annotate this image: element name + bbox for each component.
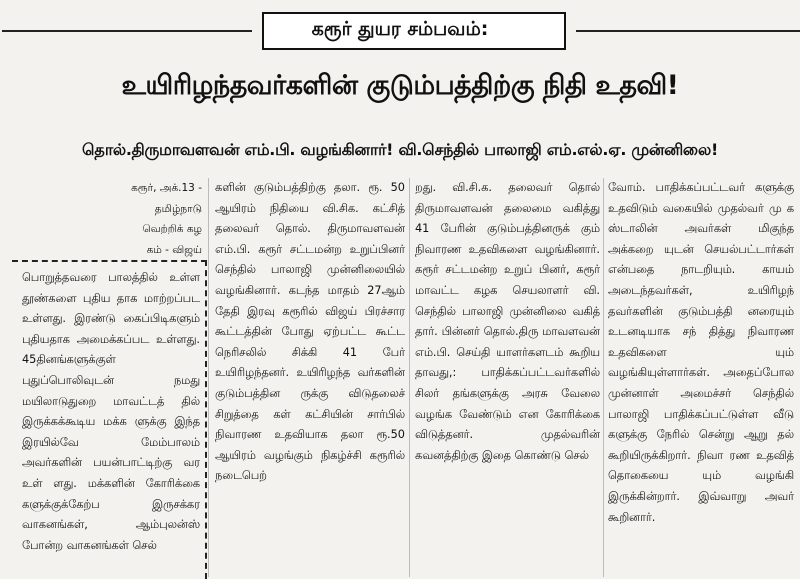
kicker-banner [0,12,800,48]
subheadline: தொல்.திருமாவளவன் எம்.பி. வழங்கினார்! வி.செந்தில் பாலாஜி எம்.எல்.ஏ. முன்னிலை! [81,140,719,159]
article-paragraph: வோம். பாதிக்கப்பட்டவர் களுக்கு உதவிடும் வகையில் முதல்வர் மு க ஸ்டாலின் அவர்கள் மிகுந்த அக்கறை யுடன் செயல்பட்டார்கள் என்பதை நாடறியும். காயம் அடைந்தவர்கள், உயிரிழந் தவர்களின் குடும்பத்தி னரையும் உடனடியாக சந் தித்து நிவாரண உதவிகளை யும் வழங்கியுள்ளார்கள். அதைப்போல முன்னாள் அமைச்சர் செந்தில் பாலாஜி பாதிக்கப்பட்டுள்ள வீடு களுக்கு நேரில் சென்று ஆறு தல் கூறியிருக்கிறார். நிவா ரண உதவித் தொகையை யும் வழங்கி இருக்கின்றார். இவ்வாறு அவர் கூறினார். [608,181,794,524]
column-divider [409,178,410,577]
column-divider [603,178,604,577]
article-paragraph: களின் குடும்பத்திற்கு தலா. ரூ. 50 ஆயிரம் நிதியை வி.சிக. கட்சித் தலைவர் தொல். திருமாவளவன் எம்.பி. கரூர் சட்டமன்ற உறுப்பினர் செந்தில் பாலாஜி முன்னிலையில் வழங்கினார். கடந்த மாதம் 27ஆம் தேதி இரவு கரூரில் விஜய் பிரச்சார கூட்டத்தின் போது ஏற்பட்ட கூட்ட நெரிசலில் சிக்கி 41 பேர் உயிரிழந்தனர். உயிரிழந்த வர்களின் குடும்பத்தின ருக்கு விடுதலைச் சிறுத்தை கள் கட்சியின் சார்பில் நிவாரண உதவியாக தலா ரூ.50 ஆயிரம் வழங்கும் நிகழ்ச்சி கரூரில் நடைபெற் [215,181,405,483]
continued-article-text: பொறுத்தவரை பாலத்தில் உள்ள தூண்களை புதிய தாக மாற்றப்பட உள்ளது. இரண்டு கைப்பிடிகளும் புதியதாக அமைக்கப்பட உள்ளது. 45தினங்களுக்குள் புதுப்பொலிவுடன் நமது மயிலாடுதுறை மாவட்டத் தில் இருக்கக்கூடிய மக்க ளுக்கு இந்த இரயில்வே மேம்பாலம் அவர்களின் பயன்பாட்டிற்கு வர உள் ளது. மக்களின் கோரிக்கை களுக்குக்கேற்ப இருசக்கர வாகனங்கள், ஆம்புலன்ஸ் போன்ற வாகனங்கள் செல் [22,271,200,552]
article-column-1 [130,178,202,264]
article-column-4 [608,178,794,577]
headline: உயிரிழந்தவர்களின் குடும்பத்திற்கு நிதி உதவி! [121,70,679,101]
column-divider [208,178,209,577]
article-paragraph: றது. வி.சி.க. தலைவர் தொல் திருமாவளவன் தலைமை வகித்து 41 பேரின் குடும்பத்தினருக் கும் நிவாரண உதவிகளை வழங்கினார். கரூர் சட்டமன்ற உறுப் பினர், கரூர் மாவட்ட கழக செயலாளர் வி. செந்தில் பாலாஜி முன்னிலை வகித் தார். பின்னர் தொல்.திரு மாவளவன் எம்.பி. செய்தி யாளர்களடம் கூறிய தாவது,: பாதிக்கப்பட்டவர்களில் சிலர் தங்களுக்கு அரசு வேலை வழங்க வேண்டும் என கோரிக்கை விடுத்தனர். முதல்வரின் கவனத்திற்கு இதை கொண்டு செல் [415,181,600,462]
previous-article-strip [0,0,800,8]
article-column-3 [415,178,600,577]
article-column-2 [215,178,405,577]
dateline-paragraph: கரூர், அக்.13 - தமிழ்நாடு வெற்றிக் கழ கம் - விஜய் [131,182,202,256]
kicker-text: கரூர் துயர சம்பவம்: [311,18,489,40]
continued-article-box [12,260,207,579]
